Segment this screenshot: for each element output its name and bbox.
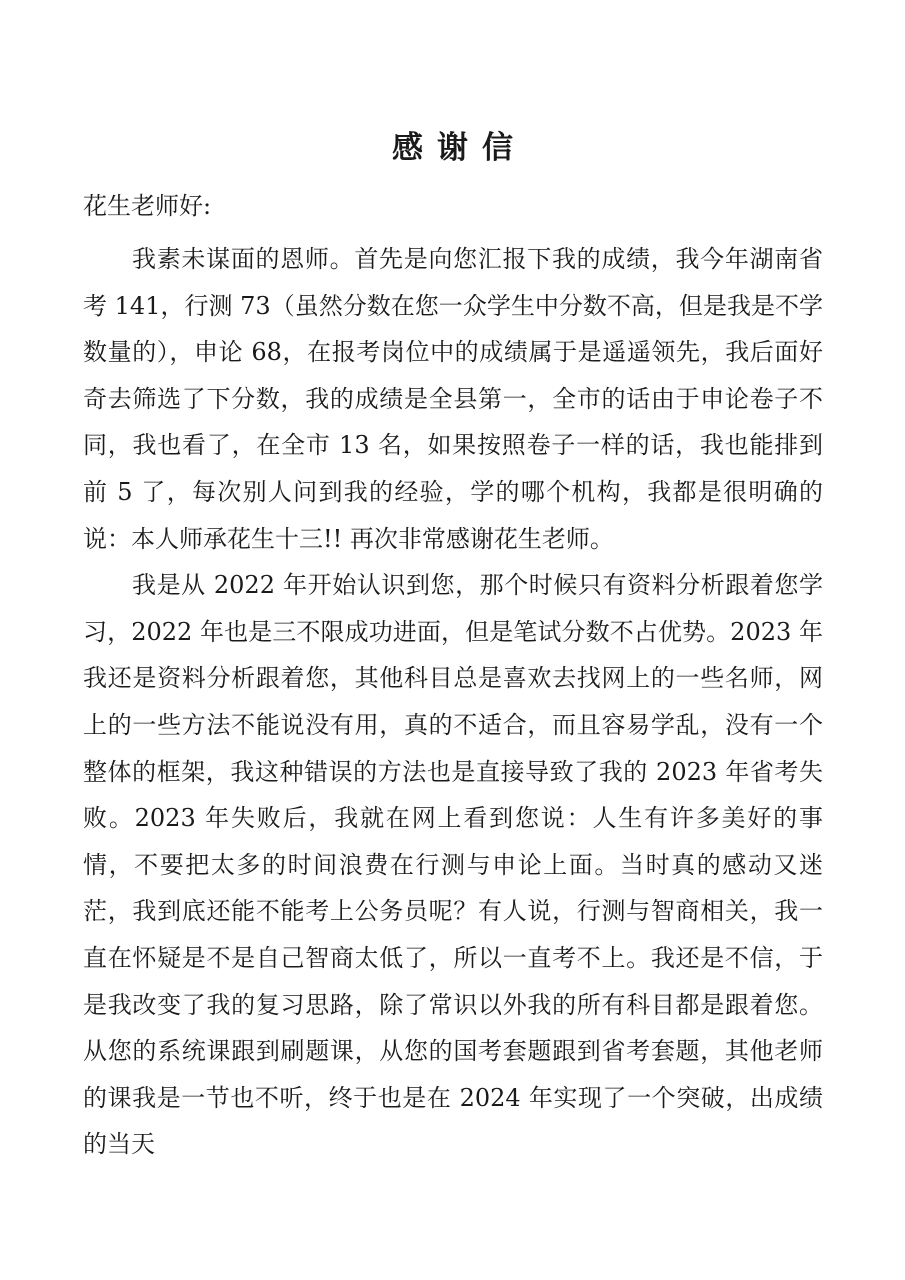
- letter-salutation: 花生老师好:: [83, 192, 212, 220]
- letter-body: [83, 236, 823, 1168]
- letter-title: 感谢信: [392, 130, 527, 166]
- letter-paragraph-1: 我素未谋面的恩师。首先是向您汇报下我的成绩，我今年湖南省考 141，行测 73（虽然分数在您一众学生中分数不高，但是我是不学数量的），申论 68，在报考岗位中的成绩属于是遥遥领先，我后面好奇去筛选了下分数，我的成绩是全县第一，全市的话由于申论卷子不同，我也看了，在全市 13 名，如果按照卷子一样的话，我也能排到前 5 了，每次别人问到我的经验，学的哪个机构，我都是很明确的说：本人师承花生十三!! 再次非常感谢花生老师。: [83, 245, 823, 553]
- letter-paragraph-2: 我是从 2022 年开始认识到您，那个时候只有资料分析跟着您学习，2022 年也是三不限成功进面，但是笔试分数不占优势。2023 年我还是资料分析跟着您，其他科目总是喜欢去找网上的一些名师，网上的一些方法不能说没有用，真的不适合，而且容易学乱，没有一个整体的框架，我这种错误的方法也是直接导致了我的 2023 年省考失败。2023 年失败后，我就在网上看到您说：人生有许多美好的事情，不要把太多的时间浪费在行测与申论上面。当时真的感动又迷茫，我到底还能不能考上公务员呢？有人说，行测与智商相关，我一直在怀疑是不是自己智商太低了，所以一直考不上。我还是不信，于是我改变了我的复习思路，除了常识以外我的所有科目都是跟着您。从您的系统课跟到刷题课，从您的国考套题跟到省考套题，其他老师的课我是一节也不听，终于也是在 2024 年实现了一个突破，出成绩的当天: [83, 571, 823, 1159]
